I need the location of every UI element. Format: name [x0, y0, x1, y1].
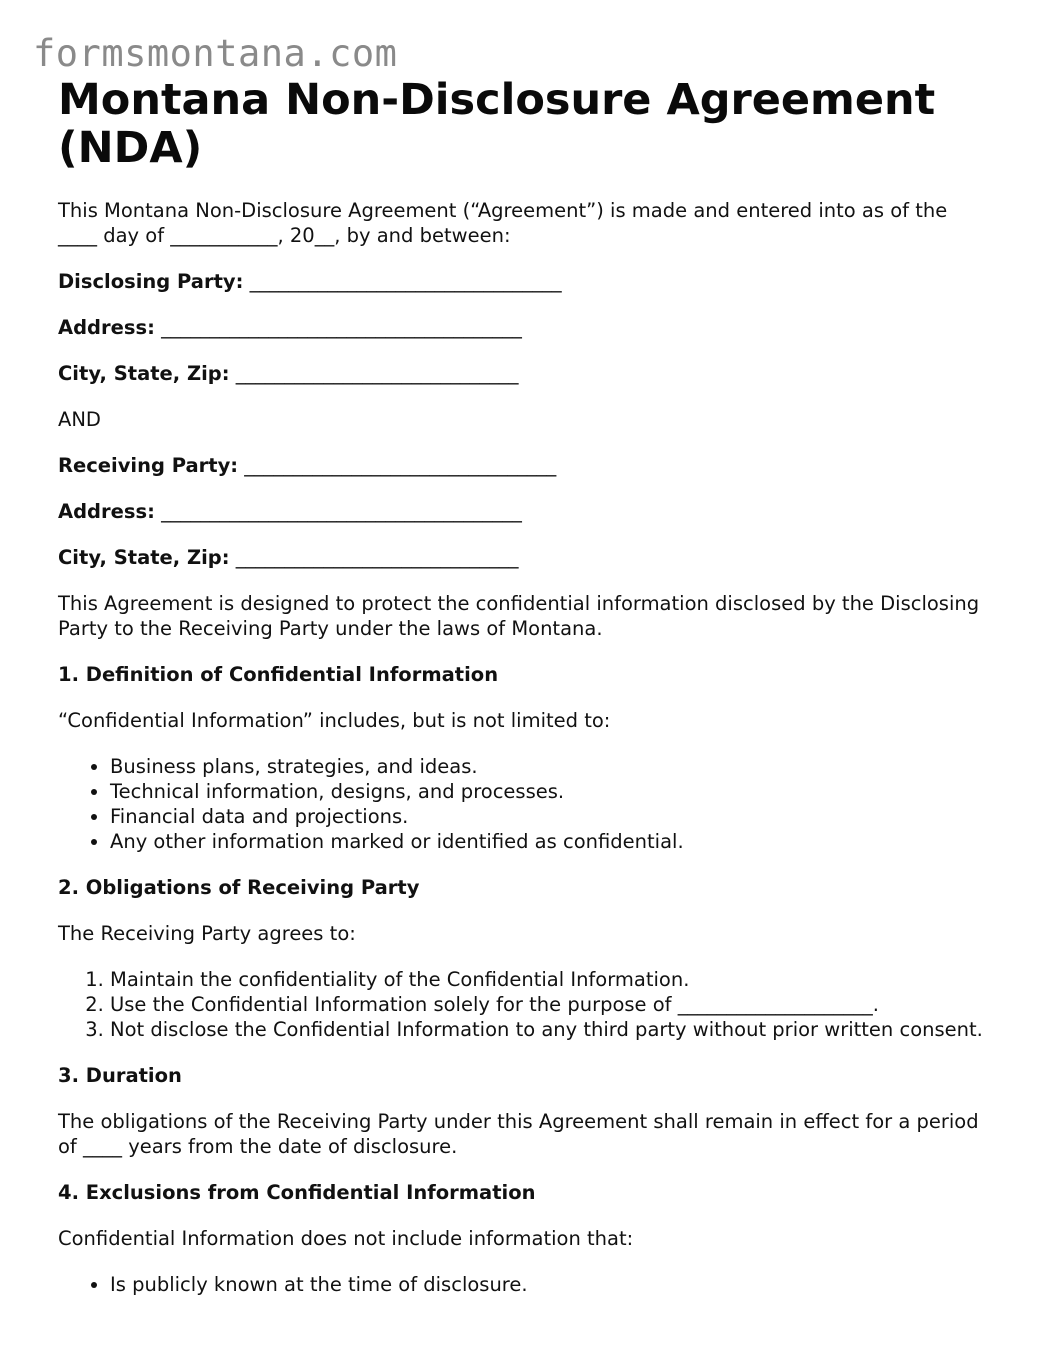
section-3-text: The obligations of the Receiving Party under this Agreement shall remain in effect for a period of ____ years from the date of disclosure.: [58, 1110, 979, 1158]
receiving-party-blank: ________________________________: [238, 454, 557, 477]
list-item: • Is publicly known at the time of disclosure.: [110, 1272, 988, 1297]
list-item: • Financial data and projections.: [110, 804, 988, 829]
disclosing-party-blank: ________________________________: [243, 270, 562, 293]
disclosing-city-field: [58, 361, 988, 386]
section-3-heading: 3. Duration: [58, 1064, 182, 1087]
section-4-lead: Confidential Information does not include information that:: [58, 1227, 634, 1250]
list-item: • Any other information marked or identified as confidential.: [110, 829, 988, 854]
disclosing-party-label: Disclosing Party:: [58, 270, 244, 293]
disclosing-address-label: Address:: [58, 316, 155, 339]
section-1-lead: “Confidential Information” includes, but is not limited to:: [58, 709, 611, 732]
and-separator: AND: [58, 408, 101, 431]
disclosing-address-field: [58, 315, 988, 340]
receiving-city-field: [58, 545, 988, 570]
document-title: Montana Non-Disclosure Agreement (NDA): [58, 75, 936, 173]
document: [58, 76, 988, 1318]
section-2-lead: The Receiving Party agrees to:: [58, 922, 356, 945]
receiving-city-label: City, State, Zip:: [58, 546, 230, 569]
list-item: 2. Use the Confidential Information solely for the purpose of ____________________.: [110, 992, 988, 1017]
section-4-heading: 4. Exclusions from Confidential Information: [58, 1181, 536, 1204]
receiving-address-blank: _____________________________________: [154, 500, 522, 523]
purpose-paragraph: This Agreement is designed to protect the confidential information disclosed by the Disclosing Party to the Receiving Party under the laws of Montana.: [58, 592, 980, 640]
receiving-city-blank: _____________________________: [229, 546, 519, 569]
list-item: • Business plans, strategies, and ideas.: [110, 754, 988, 779]
receiving-address-label: Address:: [58, 500, 155, 523]
section-2-heading: 2. Obligations of Receiving Party: [58, 876, 420, 899]
receiving-address-field: [58, 499, 988, 524]
section-1-heading: 1. Definition of Confidential Information: [58, 663, 499, 686]
receiving-party-field: [58, 453, 988, 478]
receiving-party-label: Receiving Party:: [58, 454, 239, 477]
disclosing-city-blank: _____________________________: [229, 362, 519, 385]
disclosing-address-blank: _____________________________________: [154, 316, 522, 339]
list-item: • Technical information, designs, and processes.: [110, 779, 988, 804]
intro-paragraph: This Montana Non-Disclosure Agreement (“Agreement”) is made and entered into as of the ____ day of ___________, 20__, by and between:: [58, 199, 948, 247]
disclosing-city-label: City, State, Zip:: [58, 362, 230, 385]
section-1-list: [58, 754, 988, 854]
list-item: 3. Not disclose the Confidential Information to any third party without prior written consent.: [110, 1017, 988, 1042]
section-2-list: [58, 967, 988, 1042]
watermark: formsmontana.com: [33, 32, 398, 75]
disclosing-party-field: [58, 269, 988, 294]
section-4-list: [58, 1272, 988, 1297]
list-item: 1. Maintain the confidentiality of the Confidential Information.: [110, 967, 988, 992]
